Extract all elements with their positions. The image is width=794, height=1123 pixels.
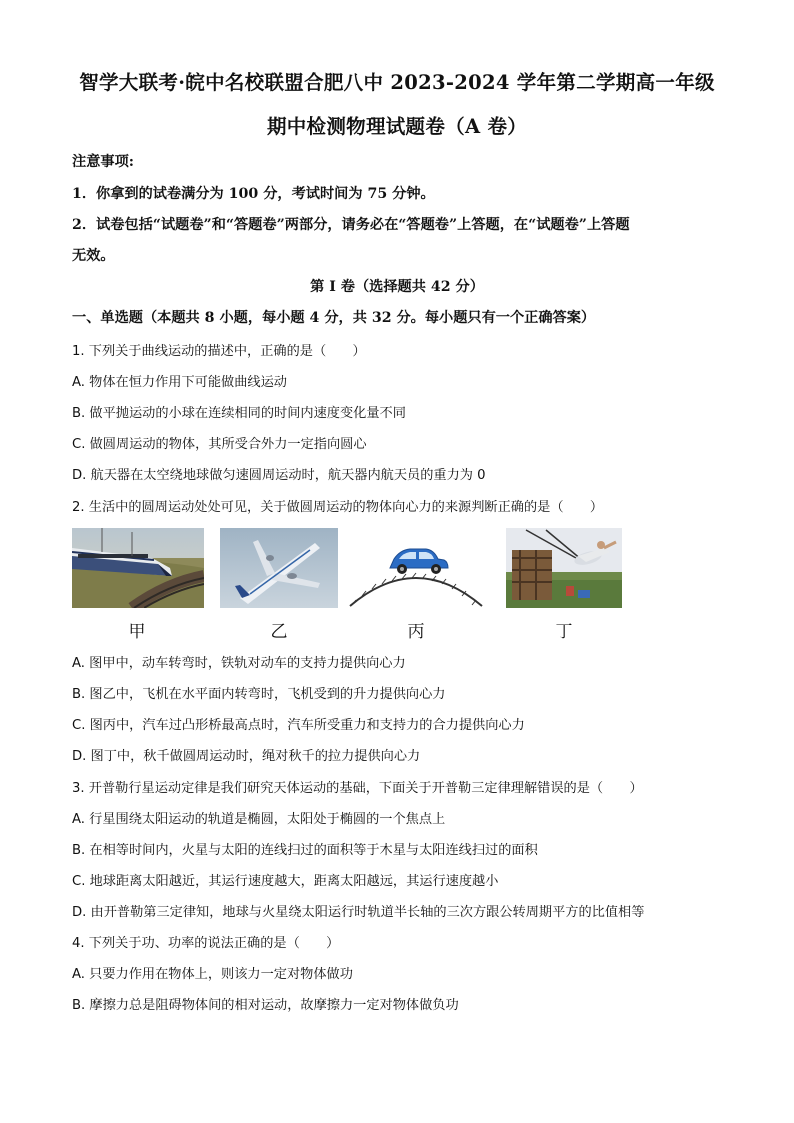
exam-title-line-2: 期中检测物理试题卷（A 卷）: [266, 115, 528, 138]
q2-stem: 2. 生活中的圆周运动处处可见，关于做圆周运动的物体向心力的来源判断正确的是（ ）: [72, 500, 604, 515]
q1-option-a: A. 物体在恒力作用下可能做曲线运动: [72, 375, 287, 390]
notice-item-2: 2．试卷包括“试题卷”和“答题卷”两部分，请务必在“答题卷”上答题，在“试题卷”上答题: [72, 217, 630, 233]
q2-option-c: C. 图丙中，汽车过凸形桥最高点时，汽车所受重力和支持力的合力提供向心力: [72, 718, 525, 733]
q1-option-d: D. 航天器在太空绕地球做匀速圆周运动时，航天器内航天员的重力为 0: [72, 468, 486, 483]
q4-option-a: A. 只要力作用在物体上，则该力一定对物体做功: [72, 967, 353, 982]
section-title: 一、单选题（本题共 8 小题，每小题 4 分，共 32 分。每小题只有一个正确答案）: [72, 310, 596, 326]
q3-option-b: B. 在相等时间内，火星与太阳的连线扫过的面积等于木星与太阳连线扫过的面积: [72, 843, 538, 858]
q3-stem: 3. 开普勒行星运动定律是我们研究天体运动的基础，下面关于开普勒三定律理解错误的是（ ）: [72, 781, 643, 796]
q2-option-b: B. 图乙中，飞机在水平面内转弯时，飞机受到的升力提供向心力: [72, 687, 446, 702]
notice-header: 注意事项:: [72, 154, 134, 170]
q3-option-a: A. 行星围绕太阳运动的轨道是椭圆，太阳处于椭圆的一个焦点上: [72, 812, 446, 827]
q2-option-a: A. 图甲中，动车转弯时，铁轨对动车的支持力提供向心力: [72, 656, 406, 671]
caption-jia: 甲: [128, 622, 146, 642]
caption-ding: 丁: [555, 622, 573, 642]
train-photo: [72, 528, 204, 608]
caption-yi: 乙: [270, 622, 288, 642]
notice-item-2-cont: 无效。: [72, 248, 115, 264]
airplane-photo: [220, 528, 338, 608]
q3-option-c: C. 地球距离太阳越近，其运行速度越大，距离太阳越远，其运行速度越小: [72, 874, 499, 889]
q4-stem: 4. 下列关于功、功率的说法正确的是（ ）: [72, 936, 340, 951]
notice-item-1: 1．你拿到的试卷满分为 100 分，考试时间为 75 分钟。: [72, 186, 435, 202]
caption-bing: 丙: [407, 622, 425, 642]
q1-option-c: C. 做圆周运动的物体，其所受合外力一定指向圆心: [72, 437, 367, 452]
q3-option-d: D. 由开普勒第三定律知，地球与火星绕太阳运行时轨道半长轴的三次方跟公转周期平方的比值相等: [72, 905, 645, 920]
part-title: 第 I 卷（选择题共 42 分）: [310, 279, 484, 295]
swing-photo: [506, 528, 622, 608]
car-bridge-figure: [346, 528, 486, 608]
q1-option-b: B. 做平抛运动的小球在连续相同的时间内速度变化量不同: [72, 406, 406, 421]
q2-option-d: D. 图丁中，秋千做圆周运动时，绳对秋千的拉力提供向心力: [72, 749, 421, 764]
exam-title-line-1: 智学大联考·皖中名校联盟合肥八中 2023-2024 学年第二学期高一年级: [79, 71, 715, 94]
q1-stem: 1. 下列关于曲线运动的描述中，正确的是（ ）: [72, 344, 366, 359]
q4-option-b: B. 摩擦力总是阻碍物体间的相对运动，故摩擦力一定对物体做负功: [72, 998, 459, 1013]
